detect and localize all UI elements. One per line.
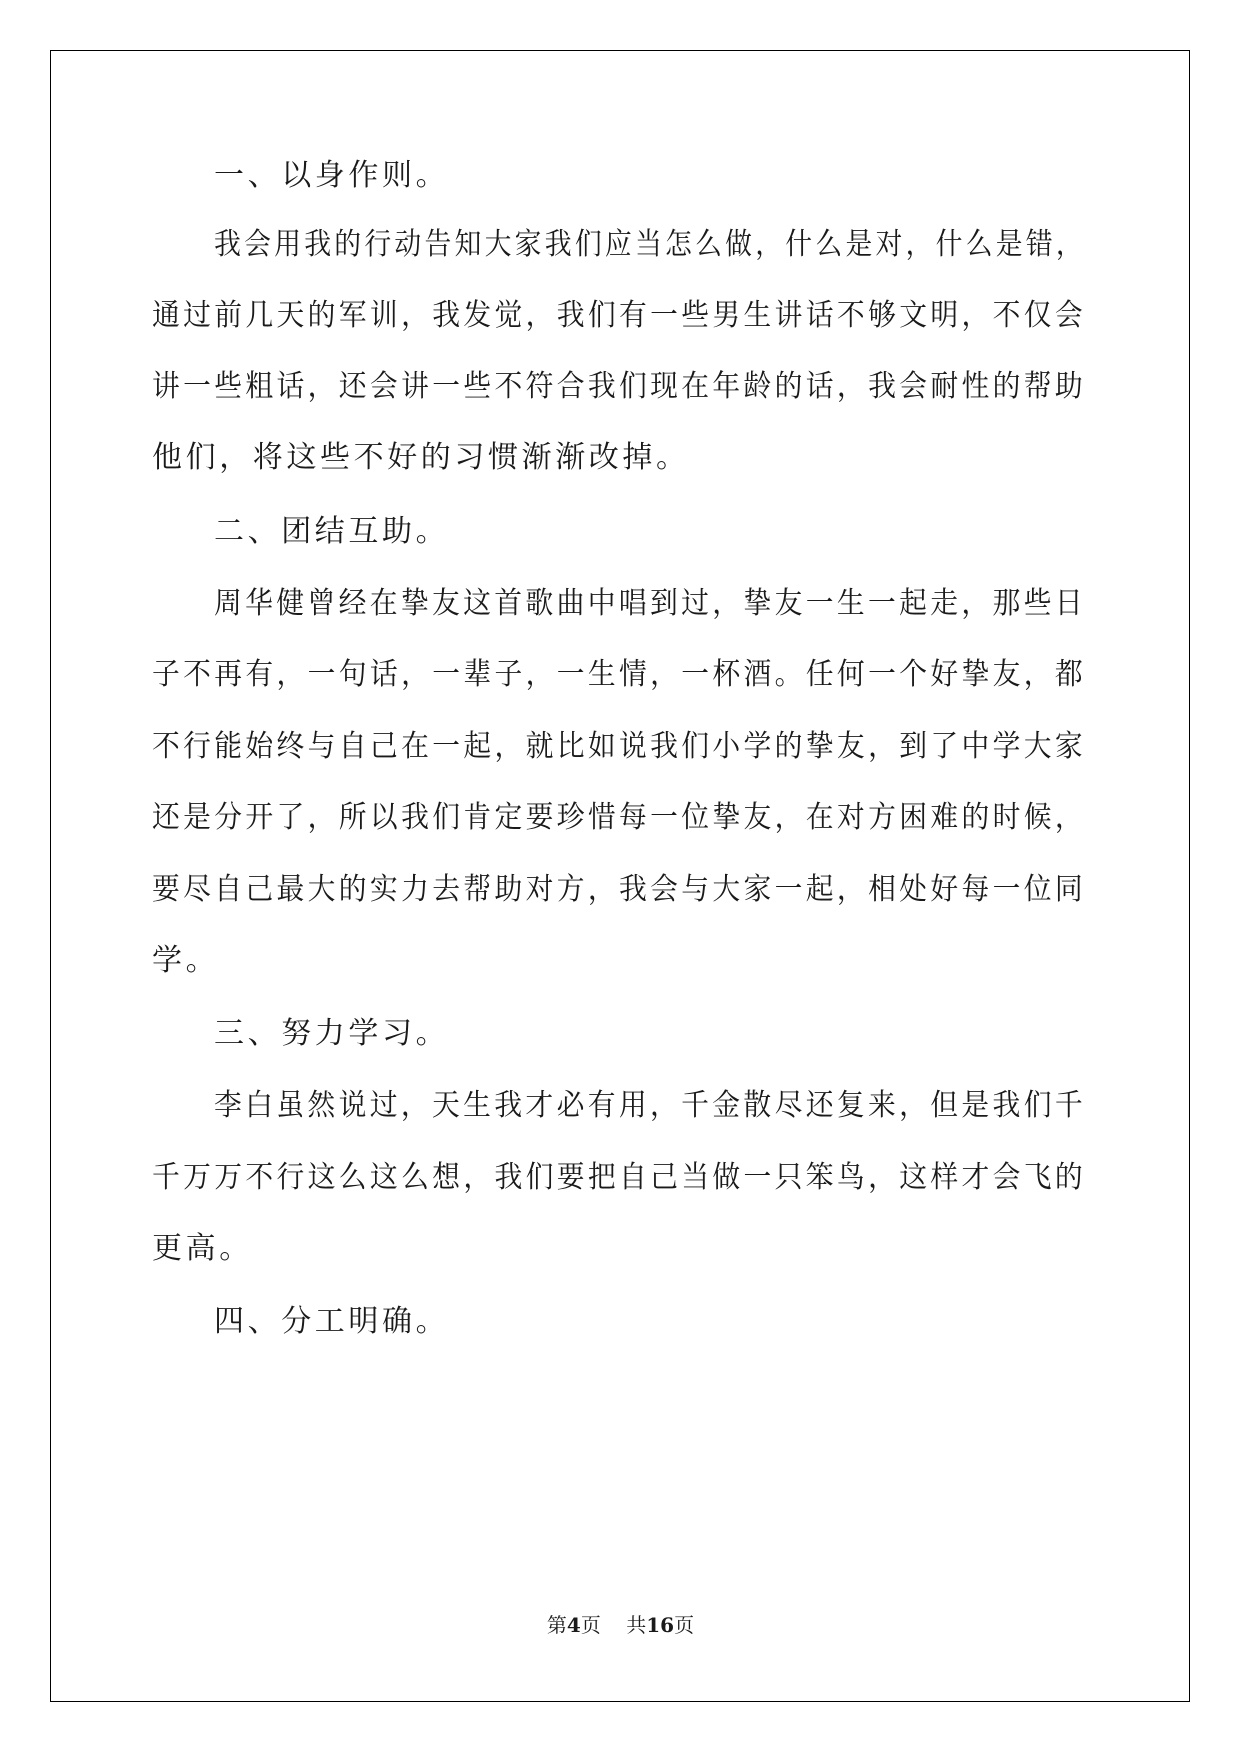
- total-prefix: 共: [626, 1613, 647, 1637]
- page-current: 4: [566, 1613, 581, 1637]
- heading-study-hard: 三、努力学习。: [214, 1016, 450, 1051]
- paragraph-line: 要尽自己最大的实力去帮助对方，我会与大家一起，相处好每一位同: [152, 872, 1086, 907]
- paragraph-line: 学。: [152, 943, 220, 978]
- paragraph-line: 通过前几天的军训，我发觉，我们有一些男生讲话不够文明，不仅会: [152, 298, 1086, 333]
- paragraph-line: 李白虽然说过，天生我才必有用，千金散尽还复来，但是我们千: [214, 1088, 1086, 1123]
- paragraph-line: 周华健曾经在挚友这首歌曲中唱到过，挚友一生一起走，那些日: [214, 586, 1086, 621]
- paragraph-line: 更高。: [152, 1231, 253, 1266]
- heading-lead-by-example: 一、以身作则。: [214, 158, 450, 193]
- page-footer: [0, 1612, 1241, 1638]
- heading-division-of-labor: 四、分工明确。: [214, 1304, 450, 1339]
- paragraph-line: 还是分开了，所以我们肯定要珍惜每一位挚友，在对方困难的时候，: [152, 800, 1086, 835]
- paragraph-line: 子不再有，一句话，一辈子，一生情，一杯酒。任何一个好挚友，都: [152, 657, 1086, 692]
- page-prefix: 第: [546, 1613, 567, 1637]
- total-suffix: 页: [674, 1613, 695, 1637]
- paragraph-line: 不行能始终与自己在一起，就比如说我们小学的挚友，到了中学大家: [152, 729, 1086, 764]
- paragraph-line: 他们，将这些不好的习惯渐渐改掉。: [152, 440, 690, 475]
- page-total: 16: [646, 1613, 675, 1637]
- paragraph-line: 讲一些粗话，还会讲一些不符合我们现在年龄的话，我会耐性的帮助: [152, 369, 1086, 404]
- heading-unity: 二、团结互助。: [214, 514, 450, 549]
- paragraph-line: 千万万不行这么这么想，我们要把自己当做一只笨鸟，这样才会飞的: [152, 1160, 1086, 1195]
- paragraph-line: 我会用我的行动告知大家我们应当怎么做，什么是对，什么是错，: [214, 227, 1086, 262]
- page-suffix: 页: [580, 1613, 601, 1637]
